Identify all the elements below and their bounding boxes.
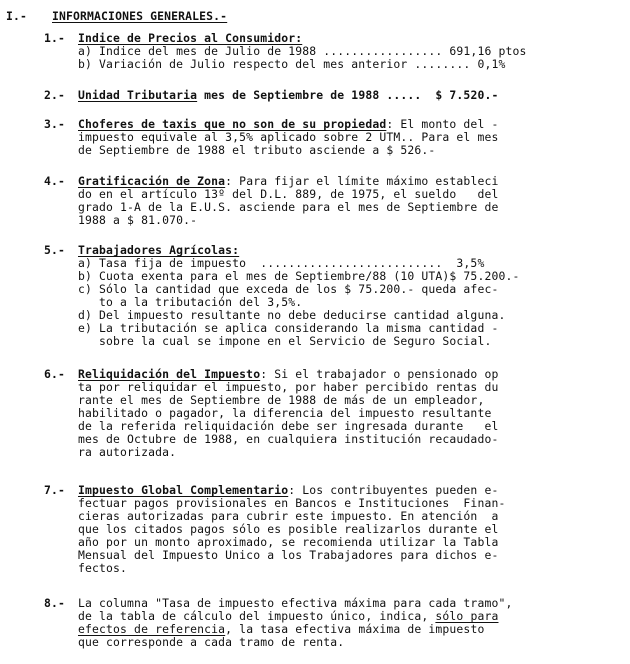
section-7-line-2: fectuar pagos provisionales en Bancos e Instituciones Finan-: [78, 496, 506, 510]
section-8-underlined-2b: sólo para: [435, 609, 499, 623]
section-1-item-b: b) Variación de Julio respecto del mes anterior ........ 0,1%: [78, 57, 506, 71]
section-2-title: Unidad Tributaria: [78, 88, 198, 102]
section-3-text-1: : El monto del -: [386, 117, 499, 131]
section-4-line-2: do en el artículo 13º del D.L. 889, de 1975, el sueldo del: [78, 187, 499, 201]
section-7-line-4: que los citados pagos sólo es posible realizarlos durante el: [78, 522, 499, 536]
section-7-title: Impuesto Global Complementario: [78, 483, 289, 497]
section-1-number: 1.-: [44, 31, 66, 45]
section-7-line-7: fectos.: [78, 561, 128, 575]
section-7-line-3: cieras autorizadas para cubrir este impuesto. En atención a: [78, 509, 499, 523]
section-5-item-d: d) Del impuesto resultante no debe deducirse cantidad alguna.: [78, 308, 506, 322]
section-5-number: 5.-: [44, 243, 66, 257]
section-4-number: 4.-: [44, 174, 66, 188]
section-5-item-b: b) Cuota exenta para el mes de Septiembre/88 (10 UTA)$ 75.200.-: [78, 269, 520, 283]
section-3-line-3: de Septiembre de 1988 el tributo asciende a $ 526.-: [78, 143, 436, 157]
section-1-title: Indice de Precios al Consumidor:: [78, 31, 303, 45]
section-6-line-7: ra autorizada.: [78, 445, 177, 459]
section-7-line-6: Mensual del Impuesto Unico a los Trabajadores para dichos e-: [78, 548, 499, 562]
section-2-number: 2.-: [44, 88, 66, 102]
section-8-underlined-3a: efectos de referencia: [78, 622, 226, 636]
section-5-title: Trabajadores Agrícolas:: [78, 243, 240, 257]
section-1-item-a: a) Indice del mes de Julio de 1988 ................. 691,16 ptos: [78, 44, 527, 58]
section-8-line-1: La columna "Tasa de impuesto efectiva máxima para cada tramo",: [78, 596, 513, 610]
section-8-text-2a: de la tabla de cálculo del impuesto único, indica,: [78, 609, 436, 623]
section-6-line-3: rante el mes de Septiembre de 1988 de más de un empleador,: [78, 393, 485, 407]
heading-number: I.-: [6, 9, 28, 23]
section-4-line-4: 1988 a $ 81.070.-: [78, 213, 198, 227]
section-5-item-c-1: c) Sólo la cantidad que exceda de los $ 75.200.- queda afec-: [78, 282, 499, 296]
section-5-item-a: a) Tasa fija de impuesto .......................... 3,5%: [78, 256, 485, 270]
section-6-line-2: ta por reliquidar el impuesto, por haber percibido rentas du: [78, 380, 499, 394]
section-4-line-3: grado 1-A de la E.U.S. asciende para el mes de Septiembre de: [78, 200, 499, 214]
section-3-title: Choferes de taxis que no son de su propiedad: [78, 117, 387, 131]
section-8-text-3b: , la tasa efectiva máxima de impuesto: [225, 622, 485, 636]
section-5-item-e-2: sobre la cual se impone en el Servicio de Seguro Social.: [78, 334, 492, 348]
section-7-text-1: : Los contribuyentes pueden e-: [288, 483, 499, 497]
section-4-text-1: : Para fijar el límite máximo estableci: [225, 174, 499, 188]
section-3-number: 3.-: [44, 117, 66, 131]
section-8-line-4: que corresponde a cada tramo de renta.: [78, 635, 345, 649]
section-6-line-6: mes de Octubre de 1988, en cualquiera institución recaudado-: [78, 432, 499, 446]
section-5-item-c-2: to a la tributación del 3,5%.: [78, 295, 303, 309]
section-2-text: mes de Septiembre de 1988 ..... $ 7.520.-: [197, 88, 499, 102]
section-3-line-2: impuesto equivale al 3,5% aplicado sobre 2 UTM.. Para el mes: [78, 130, 499, 144]
section-6-number: 6.-: [44, 367, 66, 381]
section-8-number: 8.-: [44, 596, 66, 610]
section-7-number: 7.-: [44, 483, 66, 497]
section-2-line: [78, 89, 498, 102]
section-6-line-4: habilitado o pagador, la diferencia del impuesto resultante: [78, 406, 492, 420]
section-6-text-1: : Si el trabajador o pensionado op: [260, 367, 499, 381]
section-4-title: Gratificación de Zona: [78, 174, 226, 188]
section-6-line-5: de la referida reliquidación debe ser ingresada durante el: [78, 419, 499, 433]
section-6-title: Reliquidación del Impuesto: [78, 367, 261, 381]
heading-title: INFORMACIONES GENERALES.-: [52, 9, 228, 23]
section-7-line-5: año por un monto aproximado, se recomienda utilizar la Tabla: [78, 535, 499, 549]
section-5-item-e-1: e) La tributación se aplica considerando la misma cantidad -: [78, 321, 499, 335]
